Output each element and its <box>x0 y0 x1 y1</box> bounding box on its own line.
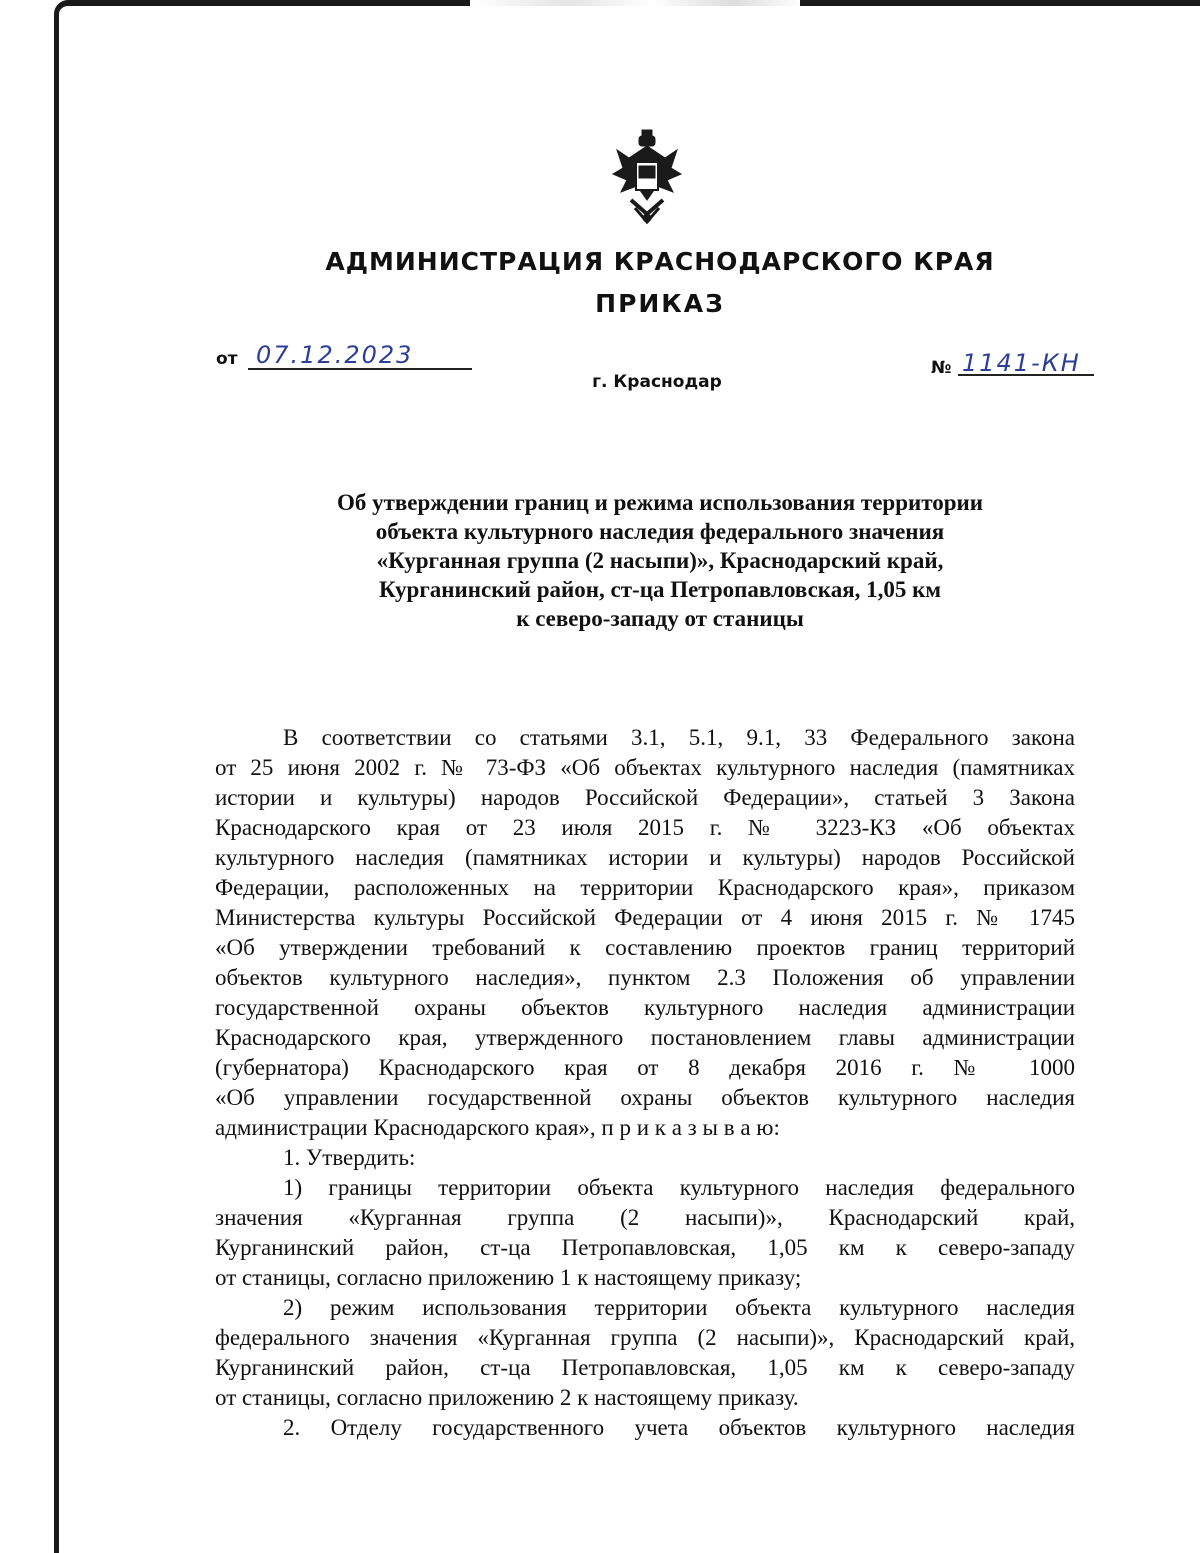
body-line: Краснодарского края, утвержденного постановлением главы администрации <box>215 1025 1075 1050</box>
number-label: № <box>931 358 952 378</box>
body-line: 2) режим использования территории объекта культурного наследия <box>283 1295 1075 1320</box>
body-line: «Об управлении государственной охраны объектов культурного наследия <box>215 1085 1075 1110</box>
body-line: Краснодарского края от 23 июля 2015 г. № 3223-КЗ «Об объектах <box>215 815 1075 840</box>
body-line: значения «Курганная группа (2 насыпи)», Краснодарский край, <box>215 1205 1075 1230</box>
body-line: Курганинский район, ст-ца Петропавловская, 1,05 км к северо-западу <box>215 1235 1075 1260</box>
body-line: Курганинский район, ст-ца Петропавловская, 1,05 км к северо-западу <box>215 1355 1075 1380</box>
body-line: (губернатора) Краснодарского края от 8 декабря 2016 г. № 1000 <box>215 1055 1075 1080</box>
body-line: «Об утверждении требований к составлению проектов границ территорий <box>215 935 1075 960</box>
body-line: федерального значения «Курганная группа (2 насыпи)», Краснодарский край, <box>215 1325 1075 1350</box>
body-line: культурного наследия (памятниках истории и культуры) народов Российской <box>215 845 1075 870</box>
body-line: государственной охраны объектов культурного наследия администрации <box>215 995 1075 1020</box>
body-line: от станицы, согласно приложению 1 к настоящему приказу; <box>215 1265 802 1290</box>
handwritten-number: 1141-КН <box>962 349 1081 377</box>
order-title <box>240 488 1080 633</box>
body-line: от 25 июня 2002 г. № 73-ФЗ «Об объектах культурного наследия (памятниках <box>215 755 1075 780</box>
krasnodar-coat-of-arms-icon <box>609 128 685 224</box>
title-line: к северо-западу от станицы <box>516 606 804 631</box>
body-line: 1) границы территории объекта культурного наследия федерального <box>283 1175 1075 1200</box>
city-name: г. Краснодар <box>592 372 722 392</box>
body-line: администрации Краснодарского края», п р и к а з ы в а ю: <box>215 1115 780 1140</box>
body-line: Федерации, расположенных на территории Краснодарского края», приказом <box>215 875 1075 900</box>
body-line: объектов культурного наследия», пунктом 2.3 Положения об управлении <box>215 965 1075 990</box>
body-line: истории и культуры) народов Российской Федерации», статьей 3 Закона <box>215 785 1075 810</box>
handwritten-date: 07.12.2023 <box>256 341 414 369</box>
date-label: от <box>216 349 238 369</box>
organization-name: АДМИНИСТРАЦИЯ КРАСНОДАРСКОГО КРАЯ <box>325 247 995 276</box>
body-line: 1. Утвердить: <box>283 1145 416 1170</box>
body-line: В соответствии со статьями 3.1, 5.1, 9.1, 33 Федерального закона <box>283 725 1075 750</box>
title-line: «Курганная группа (2 насыпи)», Краснодарский край, <box>376 548 944 573</box>
title-line: Об утверждении границ и режима использования территории <box>336 490 984 515</box>
body-line: от станицы, согласно приложению 2 к настоящему приказу. <box>215 1385 799 1410</box>
body-line: 2. Отделу государственного учета объектов культурного наследия <box>283 1415 1075 1440</box>
title-line: Курганинский район, ст-ца Петропавловская, 1,05 км <box>378 577 942 602</box>
scan-smudge <box>470 0 800 6</box>
order-body <box>215 723 1075 1443</box>
body-line: Министерства культуры Российской Федерации от 4 июня 2015 г. № 1745 <box>215 905 1075 930</box>
title-line: объекта культурного наследия федерального значения <box>375 519 945 544</box>
document-type: ПРИКАЗ <box>595 289 725 318</box>
